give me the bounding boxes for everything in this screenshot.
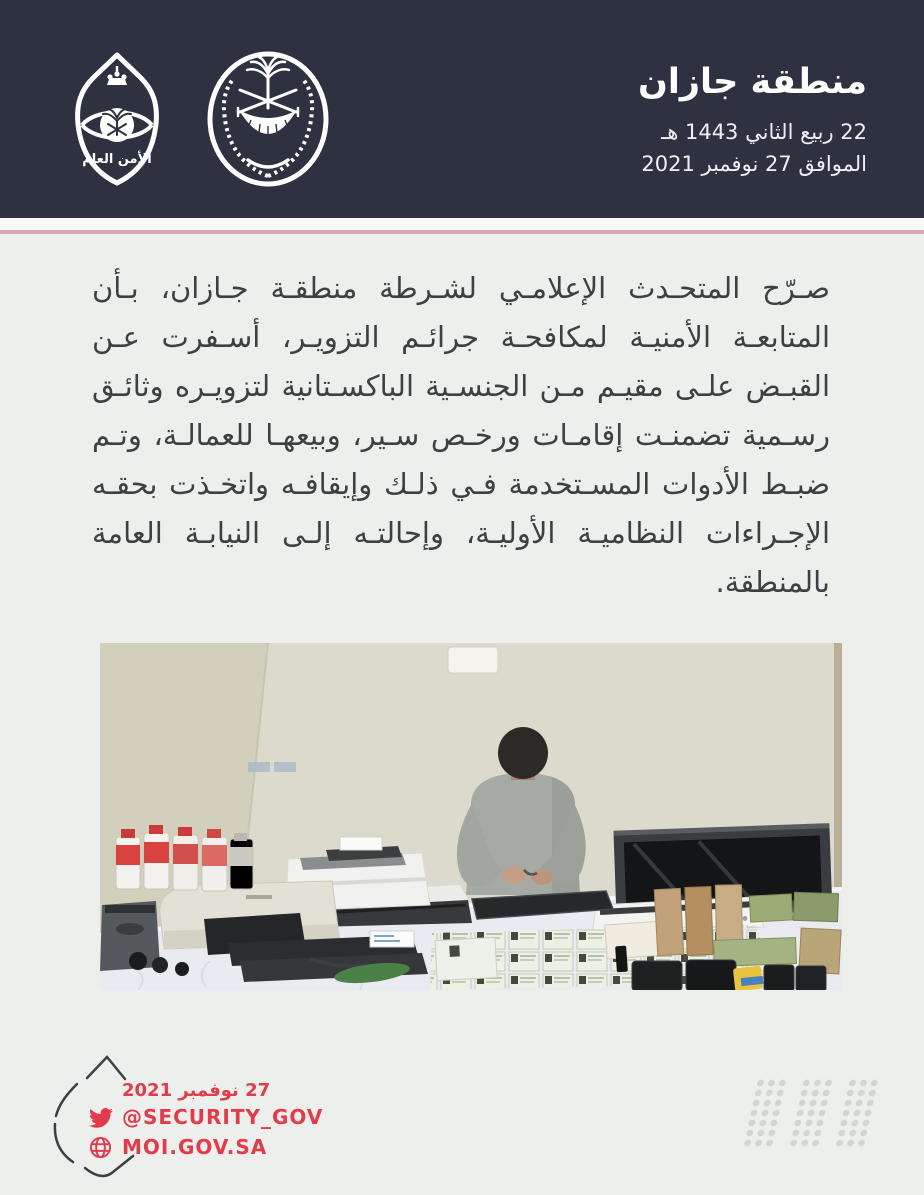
hijri-date: 22 ربيع الثاني 1443 هـ [661, 120, 867, 145]
hand [502, 866, 526, 884]
dots-pattern [742, 1078, 882, 1148]
ministry-of-interior-emblem-icon [204, 48, 332, 190]
evidence-photo-scene [100, 643, 842, 990]
header-logos [52, 48, 332, 190]
usb-dongle [615, 946, 628, 973]
footer-social-block [88, 1080, 323, 1161]
gregorian-date: الموافق 27 نوفمبر 2021 [641, 152, 867, 177]
evidence-photo [100, 643, 842, 990]
small-box [370, 931, 414, 947]
dots-column [742, 1078, 790, 1148]
wall-access-panel [448, 647, 498, 673]
twitter-handle: @SECURITY_GOV [122, 1105, 324, 1129]
divider-white [0, 218, 924, 230]
twitter-icon [88, 1105, 113, 1130]
card-stack [340, 837, 382, 850]
eye-and-palm [82, 108, 152, 142]
footer-date: 27 نوفمبر 2021 [122, 1080, 271, 1101]
twitter-row[interactable] [88, 1104, 323, 1131]
website-row[interactable] [88, 1134, 323, 1161]
crown-icon [107, 66, 127, 85]
divider-pink [0, 230, 924, 234]
dots-column [788, 1078, 836, 1148]
globe-icon [88, 1135, 113, 1160]
header-text [638, 62, 867, 180]
press-statement-paragraph: صـرّح المتحـدث الإعلامـي لشـرطة منطقـة جـازان، بـأن المتابعـة الأمنيـة لمكافحـة جرائـم التزويـر، أسـفرت عـن القبـض علـى مقيـم مـن الجنسـية الباكسـتانية لتزويـره وثائـق رسـمية تضمنـت إقامـات ورخـص سـير، وبيعهـا للعمالـة، وتـم ضبـط الأدوات المسـتخدمة فـي ذلـك وإيقافـه واتخـذت بحقـه الإجـراءات النظاميـة الأوليـة، وإحالتـه إلـى النيابـة العامة بالمنطقة. [92, 271, 830, 599]
general-security-emblem-icon [52, 51, 182, 187]
palm-and-swords [238, 57, 298, 116]
website-url: MOI.GOV.SA [122, 1135, 268, 1159]
dots-column [834, 1078, 882, 1148]
hand [531, 869, 553, 885]
general-security-label: الأمن العام [82, 152, 152, 167]
head [498, 727, 548, 779]
header [0, 0, 924, 218]
region-title: منطقة جازان [637, 62, 867, 102]
main-content [0, 264, 924, 990]
